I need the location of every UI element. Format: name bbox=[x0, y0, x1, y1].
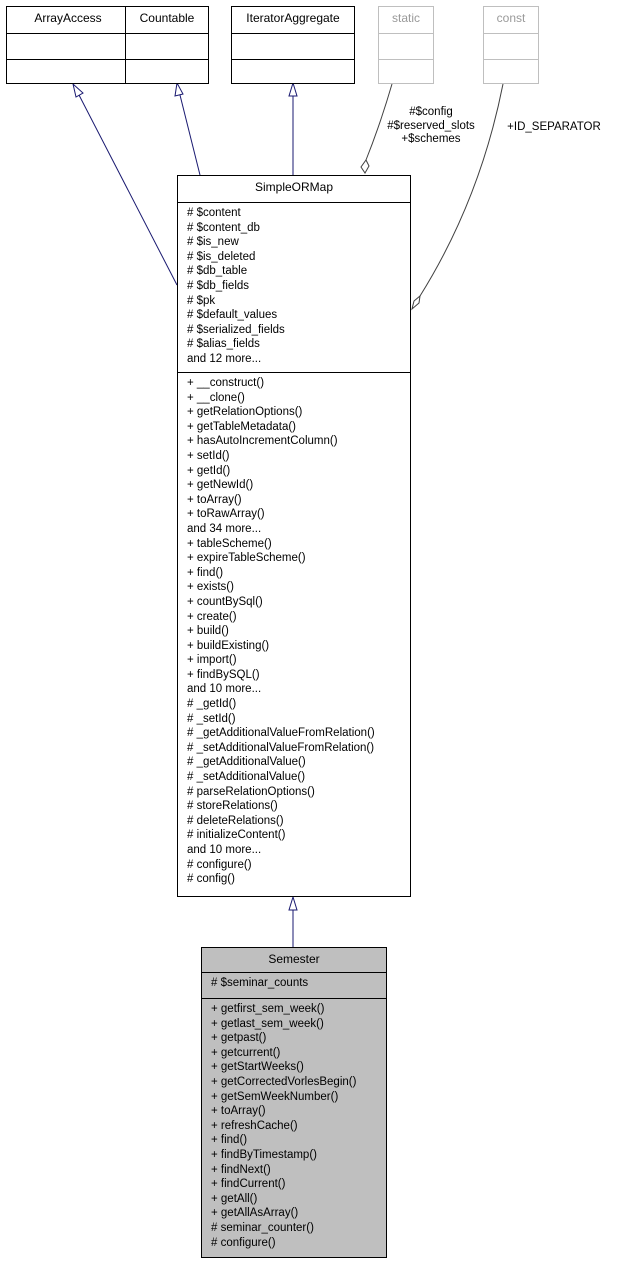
attribute-item[interactable]: # $pk bbox=[187, 294, 216, 307]
method-item[interactable]: + getpast() bbox=[211, 1032, 267, 1045]
methods-section bbox=[7, 59, 129, 83]
attribute-item[interactable]: # $is_new bbox=[187, 236, 239, 249]
methods-section bbox=[232, 59, 354, 83]
method-item[interactable]: # _setAdditionalValue() bbox=[187, 771, 306, 784]
method-item[interactable]: + getStartWeeks() bbox=[211, 1061, 304, 1074]
class-title: static bbox=[391, 11, 420, 25]
attributes-section bbox=[484, 33, 538, 59]
method-item[interactable]: + setId() bbox=[187, 449, 230, 462]
method-item[interactable]: + getlast_sem_week() bbox=[211, 1017, 324, 1030]
method-item[interactable]: + find() bbox=[187, 566, 224, 579]
attribute-item[interactable]: # $db_fields bbox=[187, 279, 250, 292]
method-item[interactable]: # configure() bbox=[187, 858, 252, 871]
method-item[interactable]: + findByTimestamp() bbox=[211, 1148, 317, 1161]
method-item[interactable]: + getId() bbox=[187, 464, 231, 477]
attributes-section bbox=[232, 33, 354, 59]
method-item[interactable]: # config() bbox=[187, 873, 235, 886]
attribute-item[interactable]: # $content_db bbox=[187, 221, 260, 234]
method-item[interactable]: # initializeContent() bbox=[187, 829, 286, 842]
method-item[interactable]: + toRawArray() bbox=[187, 508, 265, 521]
class-title: const bbox=[496, 11, 526, 25]
class-title: Semester bbox=[268, 952, 320, 966]
edge-label-const-members bbox=[496, 121, 612, 135]
attributes-section bbox=[178, 202, 410, 372]
attribute-item[interactable]: and 12 more... bbox=[187, 352, 262, 365]
attribute-item[interactable]: # $serialized_fields bbox=[187, 323, 285, 336]
method-item[interactable]: + getRelationOptions() bbox=[187, 406, 303, 419]
class-box-semester[interactable] bbox=[201, 947, 387, 1258]
inheritance-arrow-iteratoraggregate bbox=[289, 83, 297, 96]
method-item[interactable]: + countBySql() bbox=[187, 595, 263, 608]
attributes-section bbox=[126, 33, 208, 59]
methods-section bbox=[379, 59, 433, 83]
inheritance-arrow-arrayaccess bbox=[73, 84, 83, 97]
method-item[interactable]: # storeRelations() bbox=[187, 800, 278, 813]
methods-section bbox=[178, 372, 410, 896]
methods-section bbox=[484, 59, 538, 83]
method-item[interactable]: + getCorrectedVorlesBegin() bbox=[211, 1075, 357, 1088]
method-item[interactable]: + __construct() bbox=[187, 377, 265, 389]
edge-label-line: #$config bbox=[409, 106, 453, 118]
class-title: ArrayAccess bbox=[34, 11, 102, 25]
method-item[interactable]: + build() bbox=[187, 625, 229, 638]
attribute-item[interactable]: # $seminar_counts bbox=[211, 977, 309, 989]
method-item[interactable]: # configure() bbox=[211, 1236, 276, 1249]
method-item[interactable]: + getcurrent() bbox=[211, 1046, 281, 1059]
attribute-item[interactable]: # $is_deleted bbox=[187, 250, 256, 263]
method-item[interactable]: + getTableMetadata() bbox=[187, 420, 296, 433]
method-item[interactable]: and 34 more... bbox=[187, 522, 262, 535]
method-item[interactable]: + expireTableScheme() bbox=[187, 552, 306, 565]
class-box-countable[interactable] bbox=[125, 6, 209, 84]
method-item[interactable]: + import() bbox=[187, 654, 237, 667]
method-item[interactable]: + find() bbox=[211, 1134, 248, 1147]
method-item[interactable]: + getfirst_sem_week() bbox=[211, 1003, 325, 1015]
class-title: Countable bbox=[139, 11, 195, 25]
method-item[interactable]: + findCurrent() bbox=[211, 1178, 286, 1191]
method-item[interactable]: + __clone() bbox=[187, 391, 245, 404]
method-item[interactable]: + hasAutoIncrementColumn() bbox=[187, 435, 338, 448]
method-item[interactable]: # deleteRelations() bbox=[187, 814, 284, 827]
method-item[interactable]: # _setAdditionalValueFromRelation() bbox=[187, 741, 375, 754]
method-item[interactable]: + findNext() bbox=[211, 1163, 271, 1176]
method-item[interactable]: # _getAdditionalValue() bbox=[187, 756, 306, 769]
attributes-section bbox=[379, 33, 433, 59]
method-item[interactable]: + create() bbox=[187, 610, 237, 623]
method-item[interactable]: + toArray() bbox=[187, 493, 242, 506]
method-item[interactable]: # _setId() bbox=[187, 712, 236, 725]
method-item[interactable]: + refreshCache() bbox=[211, 1119, 298, 1132]
class-box-const[interactable] bbox=[483, 6, 539, 84]
edge-arrayaccess-inheritance bbox=[79, 95, 177, 285]
method-item[interactable]: and 10 more... bbox=[187, 683, 262, 696]
class-title: IteratorAggregate bbox=[246, 11, 340, 25]
method-item[interactable]: # _getId() bbox=[187, 698, 237, 711]
method-item[interactable]: + exists() bbox=[187, 581, 234, 594]
class-box-arrayaccess[interactable] bbox=[6, 6, 130, 84]
method-item[interactable]: + tableScheme() bbox=[187, 537, 272, 550]
method-item[interactable]: + getSemWeekNumber() bbox=[211, 1090, 339, 1103]
attribute-item[interactable]: # $default_values bbox=[187, 309, 278, 322]
method-item[interactable]: # seminar_counter() bbox=[211, 1221, 314, 1234]
method-item[interactable]: + buildExisting() bbox=[187, 639, 270, 652]
usage-diamond-static bbox=[361, 160, 369, 173]
method-item[interactable]: + toArray() bbox=[211, 1105, 266, 1118]
attributes-section bbox=[202, 972, 386, 998]
methods-section bbox=[202, 998, 386, 1257]
edge-countable-inheritance bbox=[180, 95, 200, 175]
methods-section bbox=[126, 59, 208, 83]
method-item[interactable]: + getAllAsArray() bbox=[211, 1207, 299, 1220]
usage-diamond-const bbox=[412, 296, 420, 309]
attributes-section bbox=[7, 33, 129, 59]
edge-label-static-members bbox=[378, 106, 484, 147]
method-item[interactable]: + findBySQL() bbox=[187, 668, 260, 681]
inheritance-arrow-simpleormap bbox=[289, 897, 297, 910]
class-box-static[interactable] bbox=[378, 6, 434, 84]
method-item[interactable]: # _getAdditionalValueFromRelation() bbox=[187, 727, 375, 740]
method-item[interactable]: and 10 more... bbox=[187, 844, 262, 856]
attribute-item[interactable]: # $content bbox=[187, 207, 241, 219]
method-item[interactable]: # parseRelationOptions() bbox=[187, 785, 315, 798]
class-title: SimpleORMap bbox=[254, 180, 334, 194]
method-item[interactable]: + getNewId() bbox=[187, 479, 254, 492]
inheritance-arrow-countable bbox=[175, 83, 183, 96]
edge-label-line: +$schemes bbox=[401, 133, 461, 145]
method-item[interactable]: + getAll() bbox=[211, 1192, 258, 1205]
attribute-item[interactable]: # $db_table bbox=[187, 265, 248, 278]
edge-label-line: +ID_SEPARATOR bbox=[507, 121, 601, 133]
class-box-simpleormap[interactable] bbox=[177, 175, 411, 897]
attribute-item[interactable]: # $alias_fields bbox=[187, 338, 260, 351]
class-box-iteratoraggregate[interactable] bbox=[231, 6, 355, 84]
edge-label-line: #$reserved_slots bbox=[387, 119, 475, 132]
